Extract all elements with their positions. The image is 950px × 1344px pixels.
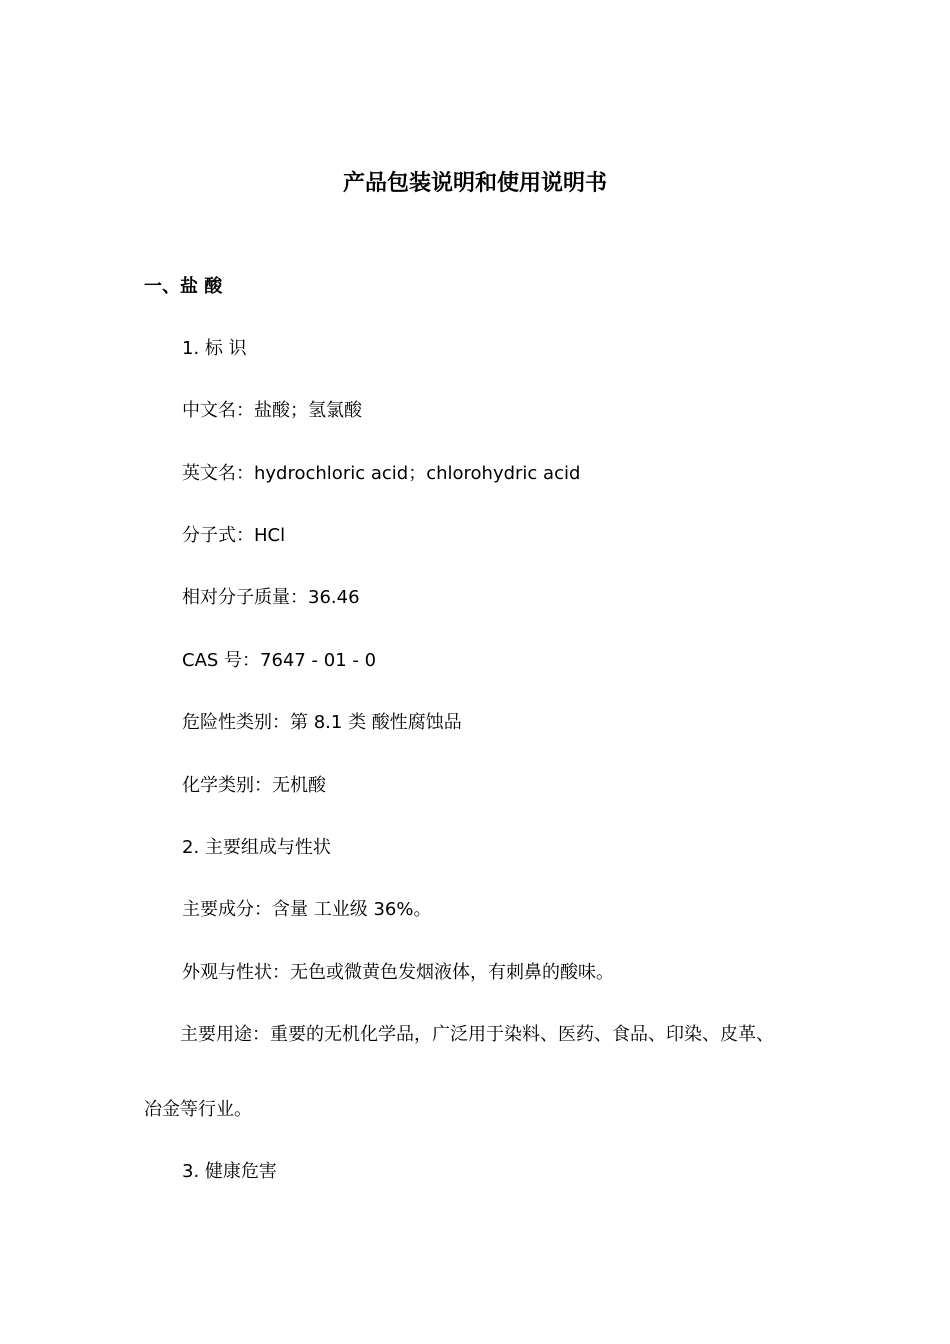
- appearance-line: 外观与性状：无色或微黄色发烟液体，有刺鼻的酸味。: [182, 962, 614, 983]
- main-use-line-2: 冶金等行业。: [144, 1099, 252, 1120]
- subsection-identification: 1. 标 识: [182, 338, 247, 359]
- chemical-class-line: 化学类别：无机酸: [182, 775, 326, 796]
- main-component-line: 主要成分：含量 工业级 36%。: [182, 899, 432, 920]
- document-title: 产品包装说明和使用说明书: [342, 171, 607, 196]
- molecular-mass-line: 相对分子质量：36.46: [182, 587, 360, 608]
- molecular-formula-line: 分子式：HCl: [182, 525, 286, 546]
- cas-number-line: CAS 号：7647 - 01 - 0: [182, 650, 377, 671]
- hazard-class-line: 危险性类别：第 8.1 类 酸性腐蚀品: [182, 712, 462, 733]
- english-name-line: 英文名：hydrochloric acid；chlorohydric acid: [182, 463, 581, 484]
- subsection-composition: 2. 主要组成与性状: [182, 837, 331, 858]
- chinese-name-line: 中文名：盐酸；氢氯酸: [182, 400, 362, 421]
- section-heading-hydrochloric-acid: 一、盐 酸: [144, 276, 223, 297]
- subsection-health-hazard: 3. 健康危害: [182, 1161, 277, 1182]
- main-use-line-1: 主要用途：重要的无机化学品，广泛用于染料、医药、食品、印染、皮革、: [180, 1024, 774, 1045]
